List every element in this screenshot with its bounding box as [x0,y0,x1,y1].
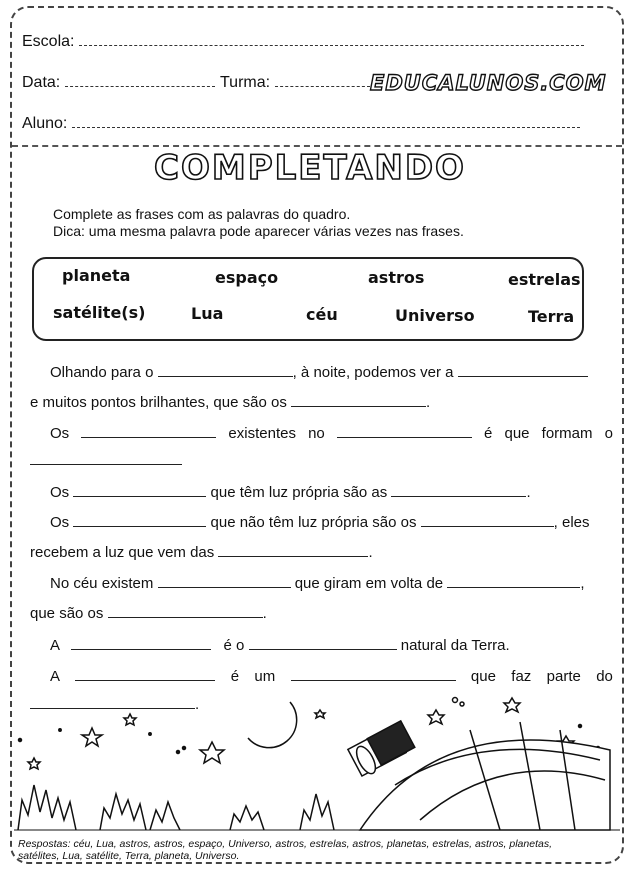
text: é [230,668,240,685]
answer-blank[interactable] [108,605,263,618]
text: que [504,425,530,442]
sentence-2b [30,452,182,469]
star-icon [124,714,136,725]
answer-key-line-1: Respostas: céu, Lua, astros, astros, espaço, Universo, astros, estrelas, astros, planetas, estrelas, astros, planetas, [18,838,553,850]
text: Olhando para o [50,364,154,381]
answer-blank[interactable] [71,637,211,650]
text: . [195,696,200,713]
school-field [22,33,584,51]
sentence-5a [50,575,584,592]
instruction-line-2: Dica: uma mesma palavra pode aparecer várias vezes nas frases. [53,223,464,239]
instructions [53,206,464,240]
night-sky-illustration [0,690,637,835]
text: que são os [30,605,104,622]
answer-blank[interactable] [30,452,182,465]
answer-blank[interactable] [73,514,206,527]
student-blank[interactable] [72,127,580,128]
text: , [580,575,585,592]
text: que não têm luz própria são os [210,514,417,531]
sentence-5b [30,605,267,622]
text: . [368,544,373,561]
text: que têm luz própria são as [210,484,388,501]
text: . [426,394,431,411]
text: A [50,637,60,654]
sentence-1b [30,394,430,411]
text: faz [511,668,532,685]
text: um [254,668,276,685]
text: que [470,668,496,685]
text: No céu existem [50,575,154,592]
answer-blank[interactable] [337,425,472,438]
answer-key [18,838,618,862]
text: , eles [553,514,590,531]
grass-decoration [18,785,334,830]
sentence-7a [50,668,613,685]
text: , à noite, podemos ver a [292,364,454,381]
star-icon [82,728,102,746]
star-icon [428,710,444,724]
word-espaco: espaço [215,268,279,287]
page-title: COMPLETANDO [154,148,466,188]
answer-blank[interactable] [291,668,456,681]
word-planeta: planeta [62,266,131,285]
sentence-4b [30,544,373,561]
sentence-1a [50,364,588,381]
date-label: Data: [22,74,61,91]
text: recebem a luz que vem das [30,544,215,561]
star-icon [200,742,224,763]
word-astros: astros [368,268,425,287]
answer-blank[interactable] [75,668,215,681]
word-terra: Terra [528,307,575,326]
moon-icon [248,702,297,748]
class-blank[interactable] [275,86,370,87]
date-blank[interactable] [65,86,215,87]
text: . [526,484,531,501]
text: existentes [228,425,296,442]
answer-blank[interactable] [458,364,588,377]
instruction-line-1: Complete as frases com as palavras do quadro. [53,206,351,222]
text: Os [50,514,70,531]
text: o [604,425,613,442]
brand-logo: EDUCALUNOS.COM [370,71,607,95]
answer-blank[interactable] [158,575,291,588]
text: A [50,668,61,685]
text: Os [50,425,70,442]
answer-blank[interactable] [218,544,368,557]
header-separator [12,145,622,147]
school-blank[interactable] [79,45,584,46]
word-satelites: satélite(s) [53,303,146,322]
star-icon [28,758,40,769]
answer-blank[interactable] [421,514,554,527]
word-universo: Universo [395,306,475,325]
text: parte [546,668,581,685]
answer-blank[interactable] [158,364,293,377]
student-field [22,115,580,133]
sentence-6 [50,637,510,654]
answer-blank[interactable] [291,394,426,407]
school-label: Escola: [22,33,75,50]
sentence-4a [50,514,590,531]
star-icon [504,698,520,712]
answer-blank[interactable] [73,484,206,497]
class-label: Turma: [220,74,271,91]
student-label: Aluno: [22,115,68,132]
text: Os [50,484,70,501]
text: . [262,605,267,622]
date-field [22,74,215,92]
word-ceu: céu [306,305,338,324]
text: é o [223,637,245,654]
text: é [484,425,493,442]
telescope-icon [348,721,415,777]
class-field [220,74,370,92]
answer-blank[interactable] [447,575,580,588]
text: natural da Terra. [400,637,510,654]
sentence-2a [50,425,613,442]
answer-blank[interactable] [391,484,526,497]
text: e muitos pontos brilhantes, que são os [30,394,287,411]
answer-key-line-2: satélites, Lua, satélite, Terra, planeta, Universo. [18,850,240,862]
text: que giram em volta de [294,575,444,592]
text: no [308,425,325,442]
sentence-3 [50,484,531,501]
word-estrelas: estrelas [508,270,581,289]
word-lua: Lua [191,304,224,323]
text: do [596,668,613,685]
answer-blank[interactable] [81,425,216,438]
text: formam [541,425,593,442]
star-icon [315,710,325,718]
answer-blank[interactable] [249,637,397,650]
